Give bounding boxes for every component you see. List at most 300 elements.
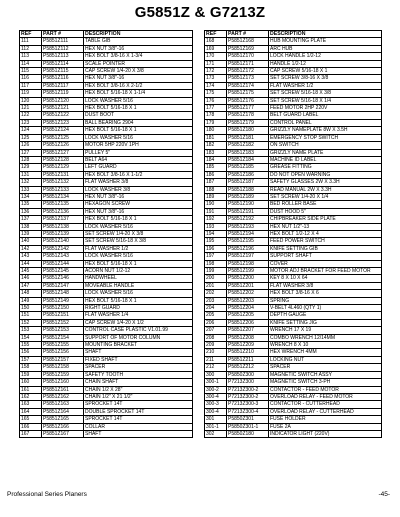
table-row — [20, 430, 193, 437]
cell-description: CHAIN 1/2 X 28" — [84, 386, 193, 393]
cell-ref: 121 — [20, 105, 42, 112]
cell-part-number: P5851Z192 — [227, 216, 269, 223]
table-row — [205, 268, 382, 275]
page-number: -45- — [378, 491, 390, 498]
cell-part-number: P5851Z116 — [42, 75, 84, 82]
cell-part-number: P5851Z201 — [227, 282, 269, 289]
cell-description: SET SCREW 5/16-18 X 3/8 — [84, 238, 193, 245]
cell-part-number: P5851Z124 — [42, 127, 84, 134]
cell-part-number: P5851Z208 — [227, 334, 269, 341]
parts-table-right — [204, 30, 382, 438]
cell-part-number: P5851Z134 — [42, 193, 84, 200]
cell-part-number: P5851Z137 — [42, 216, 84, 223]
cell-part-number: P5851Z151 — [42, 312, 84, 319]
cell-description: LOCK WASHER 5/16 — [84, 97, 193, 104]
table-row — [205, 423, 382, 430]
table-row — [20, 371, 193, 378]
cell-ref: 208 — [205, 334, 227, 341]
cell-part-number: P5851Z172 — [227, 68, 269, 75]
cell-description: BELT A64 — [84, 156, 193, 163]
cell-description: SET SCREW 5/16-18 X 1/4 — [269, 97, 382, 104]
cell-description: SPACER — [84, 364, 193, 371]
cell-ref: 128 — [20, 156, 42, 163]
cell-ref: 210 — [205, 349, 227, 356]
cell-part-number: P5850Z180 — [227, 430, 269, 437]
table-row — [205, 134, 382, 141]
cell-part-number: P5851Z136 — [42, 208, 84, 215]
cell-description: HEX NUT 3/8"-16 — [84, 208, 193, 215]
cell-part-number: P5851Z123 — [42, 119, 84, 126]
table-row — [20, 349, 193, 356]
table-row — [205, 186, 382, 193]
table-row — [20, 423, 193, 430]
cell-description: OVERLOAD RELAY - CUTTERHEAD — [269, 408, 382, 415]
cell-ref: 114 — [20, 60, 42, 67]
cell-part-number: P5851Z156 — [42, 349, 84, 356]
table-row — [205, 238, 382, 245]
table-row — [20, 305, 193, 312]
table-row — [20, 253, 193, 260]
table-row — [20, 238, 193, 245]
cell-description: ARC HUB — [269, 45, 382, 52]
cell-ref: 124 — [20, 127, 42, 134]
cell-ref: 168 — [205, 38, 227, 45]
cell-part-number: P5851Z182 — [227, 142, 269, 149]
cell-ref: 137 — [20, 216, 42, 223]
cell-part-number: P7213Z300 — [227, 379, 269, 386]
cell-description: TABLE GIB — [84, 38, 193, 45]
cell-description: LOCKING NUT — [269, 356, 382, 363]
cell-description: FLAT WASHER 3/8 — [269, 282, 382, 289]
cell-part-number: P5850Z301 — [227, 416, 269, 423]
cell-description: COMBO WRENCH 12/14MM — [269, 334, 382, 341]
cell-description: KNIFE SETTING JIG — [269, 319, 382, 326]
table-row — [20, 319, 193, 326]
cell-ref: 190 — [205, 201, 227, 208]
cell-ref: 171 — [205, 60, 227, 67]
cell-description: FEED MOTOR 2HP 220V — [269, 105, 382, 112]
cell-description: DO NOT OPEN WARNING — [269, 171, 382, 178]
table-row — [20, 60, 193, 67]
cell-part-number: P5851Z174 — [227, 82, 269, 89]
cell-part-number: P5851Z181 — [227, 134, 269, 141]
cell-ref: 136 — [20, 208, 42, 215]
table-row — [20, 393, 193, 400]
cell-ref: 156 — [20, 349, 42, 356]
cell-description: BELT GUARD LABEL — [269, 112, 382, 119]
cell-part-number: P5851Z179 — [227, 119, 269, 126]
cell-description: LOCK WASHER 5/16 — [84, 290, 193, 297]
cell-part-number: P5851Z120 — [42, 97, 84, 104]
cell-description: FUSE HOLDER — [269, 416, 382, 423]
table-row — [205, 53, 382, 60]
cell-ref: 175 — [205, 90, 227, 97]
cell-ref: 165 — [20, 416, 42, 423]
cell-description: WRENCH 17 X 19 — [269, 327, 382, 334]
cell-description: CONTROL CASE PLASTIC V1.01.99 — [84, 327, 193, 334]
table-row — [205, 342, 382, 349]
cell-part-number: P5851Z164 — [42, 408, 84, 415]
table-row — [20, 53, 193, 60]
table-row — [20, 127, 193, 134]
cell-part-number: P7213Z300-2 — [227, 393, 269, 400]
cell-ref: 131 — [20, 171, 42, 178]
cell-part-number: P5851Z185 — [227, 164, 269, 171]
cell-ref: 188 — [205, 186, 227, 193]
table-row — [205, 45, 382, 52]
cell-part-number: P5851Z148 — [42, 290, 84, 297]
cell-ref: 172 — [205, 68, 227, 75]
cell-description: CAP SCREW 1/4-20 X 3/8 — [84, 68, 193, 75]
cell-description: MOTOR 5HP 220V 1PH — [84, 142, 193, 149]
cell-description: SET SCREW 1/4-20 X 1/4 — [269, 193, 382, 200]
cell-ref: 146 — [20, 275, 42, 282]
table-row — [20, 342, 193, 349]
table-row — [205, 142, 382, 149]
cell-ref: 111 — [20, 38, 42, 45]
cell-part-number: P5851Z135 — [42, 201, 84, 208]
cell-ref: 116 — [20, 75, 42, 82]
table-row — [205, 379, 382, 386]
cell-part-number: P5851Z160 — [42, 379, 84, 386]
cell-part-number: P5850Z301-1 — [227, 423, 269, 430]
table-row — [20, 268, 193, 275]
cell-description: HUB MOUNTING PLATE — [269, 38, 382, 45]
cell-ref: 300-2 — [205, 386, 227, 393]
cell-description: SCALE POINTER — [84, 60, 193, 67]
table-row — [205, 297, 382, 304]
cell-description: BALL BEARING 2904 — [84, 119, 193, 126]
table-row — [20, 208, 193, 215]
cell-ref: 183 — [205, 149, 227, 156]
table-row — [20, 334, 193, 341]
cell-description: SET SCREW 5/16-18 X 3/8 — [269, 90, 382, 97]
cell-part-number: P5851Z195 — [227, 238, 269, 245]
table-row — [205, 179, 382, 186]
table-row — [20, 356, 193, 363]
cell-part-number: P5851Z204 — [227, 305, 269, 312]
table-row — [205, 156, 382, 163]
cell-ref: 180 — [205, 127, 227, 134]
cell-description: CAP SCREW 1/4-20 X 1/2 — [84, 319, 193, 326]
cell-part-number: P5851Z186 — [227, 171, 269, 178]
cell-ref: 166 — [20, 423, 42, 430]
table-row — [20, 186, 193, 193]
cell-description: SPROCKET 14T — [84, 401, 193, 408]
cell-ref: 117 — [20, 82, 42, 89]
cell-description: SHAFT — [84, 349, 193, 356]
cell-ref: 157 — [20, 356, 42, 363]
cell-part-number: P5851Z176 — [227, 97, 269, 104]
cell-part-number: P5851Z170 — [227, 53, 269, 60]
cell-ref: 193 — [205, 223, 227, 230]
cell-part-number: P5851Z205 — [227, 312, 269, 319]
cell-part-number: P5851Z129 — [42, 164, 84, 171]
table-row — [20, 142, 193, 149]
cell-ref: 169 — [205, 45, 227, 52]
cell-part-number: P5851Z144 — [42, 260, 84, 267]
table-row — [20, 312, 193, 319]
table-row — [20, 379, 193, 386]
cell-part-number: P5851Z119 — [42, 90, 84, 97]
cell-ref: 167 — [20, 430, 42, 437]
table-row — [20, 386, 193, 393]
table-row — [205, 364, 382, 371]
table-row — [205, 282, 382, 289]
table-row — [205, 38, 382, 45]
cell-ref: 139 — [20, 230, 42, 237]
table-row — [20, 179, 193, 186]
cell-part-number: P5851Z150 — [42, 305, 84, 312]
cell-part-number: P5851Z166 — [42, 423, 84, 430]
cell-ref: 113 — [20, 53, 42, 60]
cell-description: FLAT WASHER 1/2 — [84, 245, 193, 252]
cell-description: SPACER — [269, 364, 382, 371]
cell-description: DOUBLE SPROCKET 14T — [84, 408, 193, 415]
cell-description: KEY 8 X 10 X 64 — [269, 275, 382, 282]
cell-ref: 205 — [205, 312, 227, 319]
cell-description: HEX NUT 3/8"-16 — [84, 193, 193, 200]
cell-ref: 133 — [20, 186, 42, 193]
table-row — [205, 408, 382, 415]
table-row — [20, 156, 193, 163]
table-row — [20, 201, 193, 208]
cell-description: SPROCKET 14T — [84, 416, 193, 423]
cell-description: HANDWHEEL — [84, 275, 193, 282]
table-row — [205, 112, 382, 119]
cell-ref: 162 — [20, 393, 42, 400]
cell-part-number: P5851Z142 — [42, 245, 84, 252]
cell-ref: 200 — [205, 275, 227, 282]
cell-description: LOCK WASHER 5/16 — [84, 134, 193, 141]
cell-ref: 202 — [205, 290, 227, 297]
cell-description: KNIFE SETTING GIB — [269, 245, 382, 252]
cell-part-number: P5851Z159 — [42, 371, 84, 378]
cell-part-number: P5851Z180 — [227, 127, 269, 134]
cell-part-number: P5851Z111 — [42, 38, 84, 45]
cell-description: HANDLE 1/2-12 — [269, 60, 382, 67]
cell-part-number: P5851Z133 — [42, 186, 84, 193]
cell-part-number: P5851Z194 — [227, 230, 269, 237]
table-row — [205, 223, 382, 230]
table-row — [205, 90, 382, 97]
cell-part-number: P5851Z202 — [227, 290, 269, 297]
cell-part-number: P5851Z138 — [42, 223, 84, 230]
cell-part-number: P5851Z122 — [42, 112, 84, 119]
cell-description: HEX BOLT 3/8-16 X 2-1/2 — [84, 82, 193, 89]
col-header-ref: REF — [205, 31, 227, 38]
cell-description: LOCK WASHER 5/16 — [84, 223, 193, 230]
cell-ref: 189 — [205, 193, 227, 200]
table-row — [20, 119, 193, 126]
cell-ref: 302 — [205, 430, 227, 437]
table-row — [20, 260, 193, 267]
cell-part-number: P5851Z112 — [42, 45, 84, 52]
cell-part-number: P5851Z207 — [227, 327, 269, 334]
cell-description: CHAIN 1/2" X 21 1/2" — [84, 393, 193, 400]
cell-description: LOCK HANDLE 1/2-12 — [269, 53, 382, 60]
cell-description: GRIZZLY NAME PLATE — [269, 149, 382, 156]
cell-description: DEPTH GAUGE — [269, 312, 382, 319]
cell-ref: 301-1 — [205, 423, 227, 430]
cell-description: MAGNETIC SWITCH 3-PH — [269, 379, 382, 386]
cell-description: SUPPORT SHAFT — [269, 253, 382, 260]
table-row — [205, 327, 382, 334]
col-header-part: PART # — [227, 31, 269, 38]
cell-part-number: P5851Z211 — [227, 356, 269, 363]
table-row — [20, 38, 193, 45]
cell-description: CAP SCREW 5/16-18 X 1 — [269, 68, 382, 75]
cell-description: SET SCREW 3/8-16 X 3/8 — [269, 75, 382, 82]
cell-description: CONTROL PANEL — [269, 119, 382, 126]
table-row — [20, 282, 193, 289]
cell-part-number: P5851Z196 — [227, 245, 269, 252]
cell-description: CONTACTOR - CUTTERHEAD — [269, 401, 382, 408]
cell-ref: 199 — [205, 268, 227, 275]
cell-description: HEX BOLT 3/8-16 X 6 — [269, 290, 382, 297]
cell-description: HEX BOLT 5/16-18 X 1 — [84, 127, 193, 134]
cell-ref: 125 — [20, 134, 42, 141]
table-row — [205, 149, 382, 156]
cell-ref: 158 — [20, 364, 42, 371]
cell-ref: 179 — [205, 119, 227, 126]
cell-description: DUST HOOD 5" — [269, 208, 382, 215]
cell-ref: 176 — [205, 97, 227, 104]
table-row — [20, 401, 193, 408]
cell-ref: 148 — [20, 290, 42, 297]
cell-ref: 163 — [20, 401, 42, 408]
cell-ref: 212 — [205, 364, 227, 371]
cell-ref: 153 — [20, 327, 42, 334]
table-row — [205, 201, 382, 208]
cell-part-number: P5851Z197 — [227, 253, 269, 260]
cell-ref: 149 — [20, 297, 42, 304]
cell-part-number: P5851Z206 — [227, 319, 269, 326]
table-row — [20, 134, 193, 141]
cell-part-number: P5851Z191 — [227, 208, 269, 215]
cell-ref: 206 — [205, 319, 227, 326]
table-row — [205, 60, 382, 67]
cell-part-number: P5851Z155 — [42, 342, 84, 349]
cell-description: SET SCREW 1/4-20 X 3/8 — [84, 230, 193, 237]
table-row — [20, 164, 193, 171]
cell-ref: 204 — [205, 305, 227, 312]
cell-part-number: P5851Z188 — [227, 186, 269, 193]
cell-part-number: P7213Z300-4 — [227, 408, 269, 415]
table-row — [20, 364, 193, 371]
cell-description: GRIZZLY NAMEPLATE 8W X 3.5H — [269, 127, 382, 134]
cell-part-number: P5851Z113 — [42, 53, 84, 60]
cell-ref: 301 — [205, 416, 227, 423]
cell-part-number: P5851Z167 — [42, 430, 84, 437]
table-row — [205, 386, 382, 393]
cell-part-number: P5851Z210 — [227, 349, 269, 356]
cell-part-number: P5851Z162 — [42, 393, 84, 400]
cell-ref: 119 — [20, 90, 42, 97]
cell-description: FEED POWER SWITCH — [269, 238, 382, 245]
cell-ref: 120 — [20, 97, 42, 104]
cell-part-number: P5851Z163 — [42, 401, 84, 408]
table-row — [205, 290, 382, 297]
table-row — [205, 430, 382, 437]
cell-ref: 150 — [20, 305, 42, 312]
cell-description: FUSE 2A — [269, 423, 382, 430]
cell-part-number: P5851Z177 — [227, 105, 269, 112]
cell-ref: 152 — [20, 319, 42, 326]
cell-part-number: P5851Z190 — [227, 201, 269, 208]
table-row — [20, 112, 193, 119]
cell-part-number: P5851Z127 — [42, 149, 84, 156]
cell-part-number: P5851Z145 — [42, 268, 84, 275]
cell-part-number: P5851Z152 — [42, 319, 84, 326]
table-row — [205, 356, 382, 363]
cell-part-number: P5851Z149 — [42, 297, 84, 304]
cell-ref: 143 — [20, 253, 42, 260]
table-row — [20, 45, 193, 52]
table-row — [205, 127, 382, 134]
cell-part-number: P5851Z115 — [42, 68, 84, 75]
cell-ref: 194 — [205, 230, 227, 237]
cell-description: PULLEY 5" — [84, 149, 193, 156]
col-header-part: PART # — [42, 31, 84, 38]
cell-description: CONTACTOR - FEED MOTOR — [269, 386, 382, 393]
table-row — [20, 149, 193, 156]
table-row — [205, 371, 382, 378]
cell-part-number: P5851Z189 — [227, 193, 269, 200]
cell-part-number: P7213Z300-3 — [227, 401, 269, 408]
table-row — [20, 90, 193, 97]
cell-ref: 195 — [205, 238, 227, 245]
cell-ref: 142 — [20, 245, 42, 252]
table-row — [205, 216, 382, 223]
cell-description: MOVEABLE HANDLE — [84, 282, 193, 289]
cell-ref: 112 — [20, 45, 42, 52]
cell-part-number: P5851Z143 — [42, 253, 84, 260]
table-row — [20, 68, 193, 75]
cell-ref: 203 — [205, 297, 227, 304]
cell-part-number: P5851Z175 — [227, 90, 269, 97]
table-row — [205, 164, 382, 171]
cell-ref: 147 — [20, 282, 42, 289]
cell-part-number: P5851Z117 — [42, 82, 84, 89]
table-row — [20, 216, 193, 223]
cell-ref: 134 — [20, 193, 42, 200]
cell-description: HEX WRENCH 4MM — [269, 349, 382, 356]
cell-description: HEX BOLT 3/8-16 X 1-3/4 — [84, 53, 193, 60]
cell-description: HEX NUT 3/8"-16 — [84, 75, 193, 82]
cell-description: MAGNETIC SWITCH ASSY — [269, 371, 382, 378]
cell-ref: 211 — [205, 356, 227, 363]
cell-ref: 197 — [205, 253, 227, 260]
cell-part-number: P5851Z183 — [227, 149, 269, 156]
table-row — [205, 230, 382, 237]
cell-part-number: P5851Z187 — [227, 179, 269, 186]
cell-ref: 182 — [205, 142, 227, 149]
cell-description: V-BELT 4L460 (QTY 1) — [269, 305, 382, 312]
table-row — [205, 401, 382, 408]
cell-ref: 198 — [205, 260, 227, 267]
table-row — [20, 105, 193, 112]
cell-description: SUPPORT OF MOTOR COLUMN — [84, 334, 193, 341]
cell-description: HEX BOLT 5/16-18 X 1 — [84, 260, 193, 267]
cell-description: LOCK WASHER 3/8 — [84, 186, 193, 193]
cell-description: SPRING — [269, 297, 382, 304]
cell-description: FLAT WASHER 1/2 — [269, 82, 382, 89]
cell-ref: 177 — [205, 105, 227, 112]
table-row — [20, 82, 193, 89]
cell-part-number: P5851Z193 — [227, 223, 269, 230]
table-row — [20, 327, 193, 334]
